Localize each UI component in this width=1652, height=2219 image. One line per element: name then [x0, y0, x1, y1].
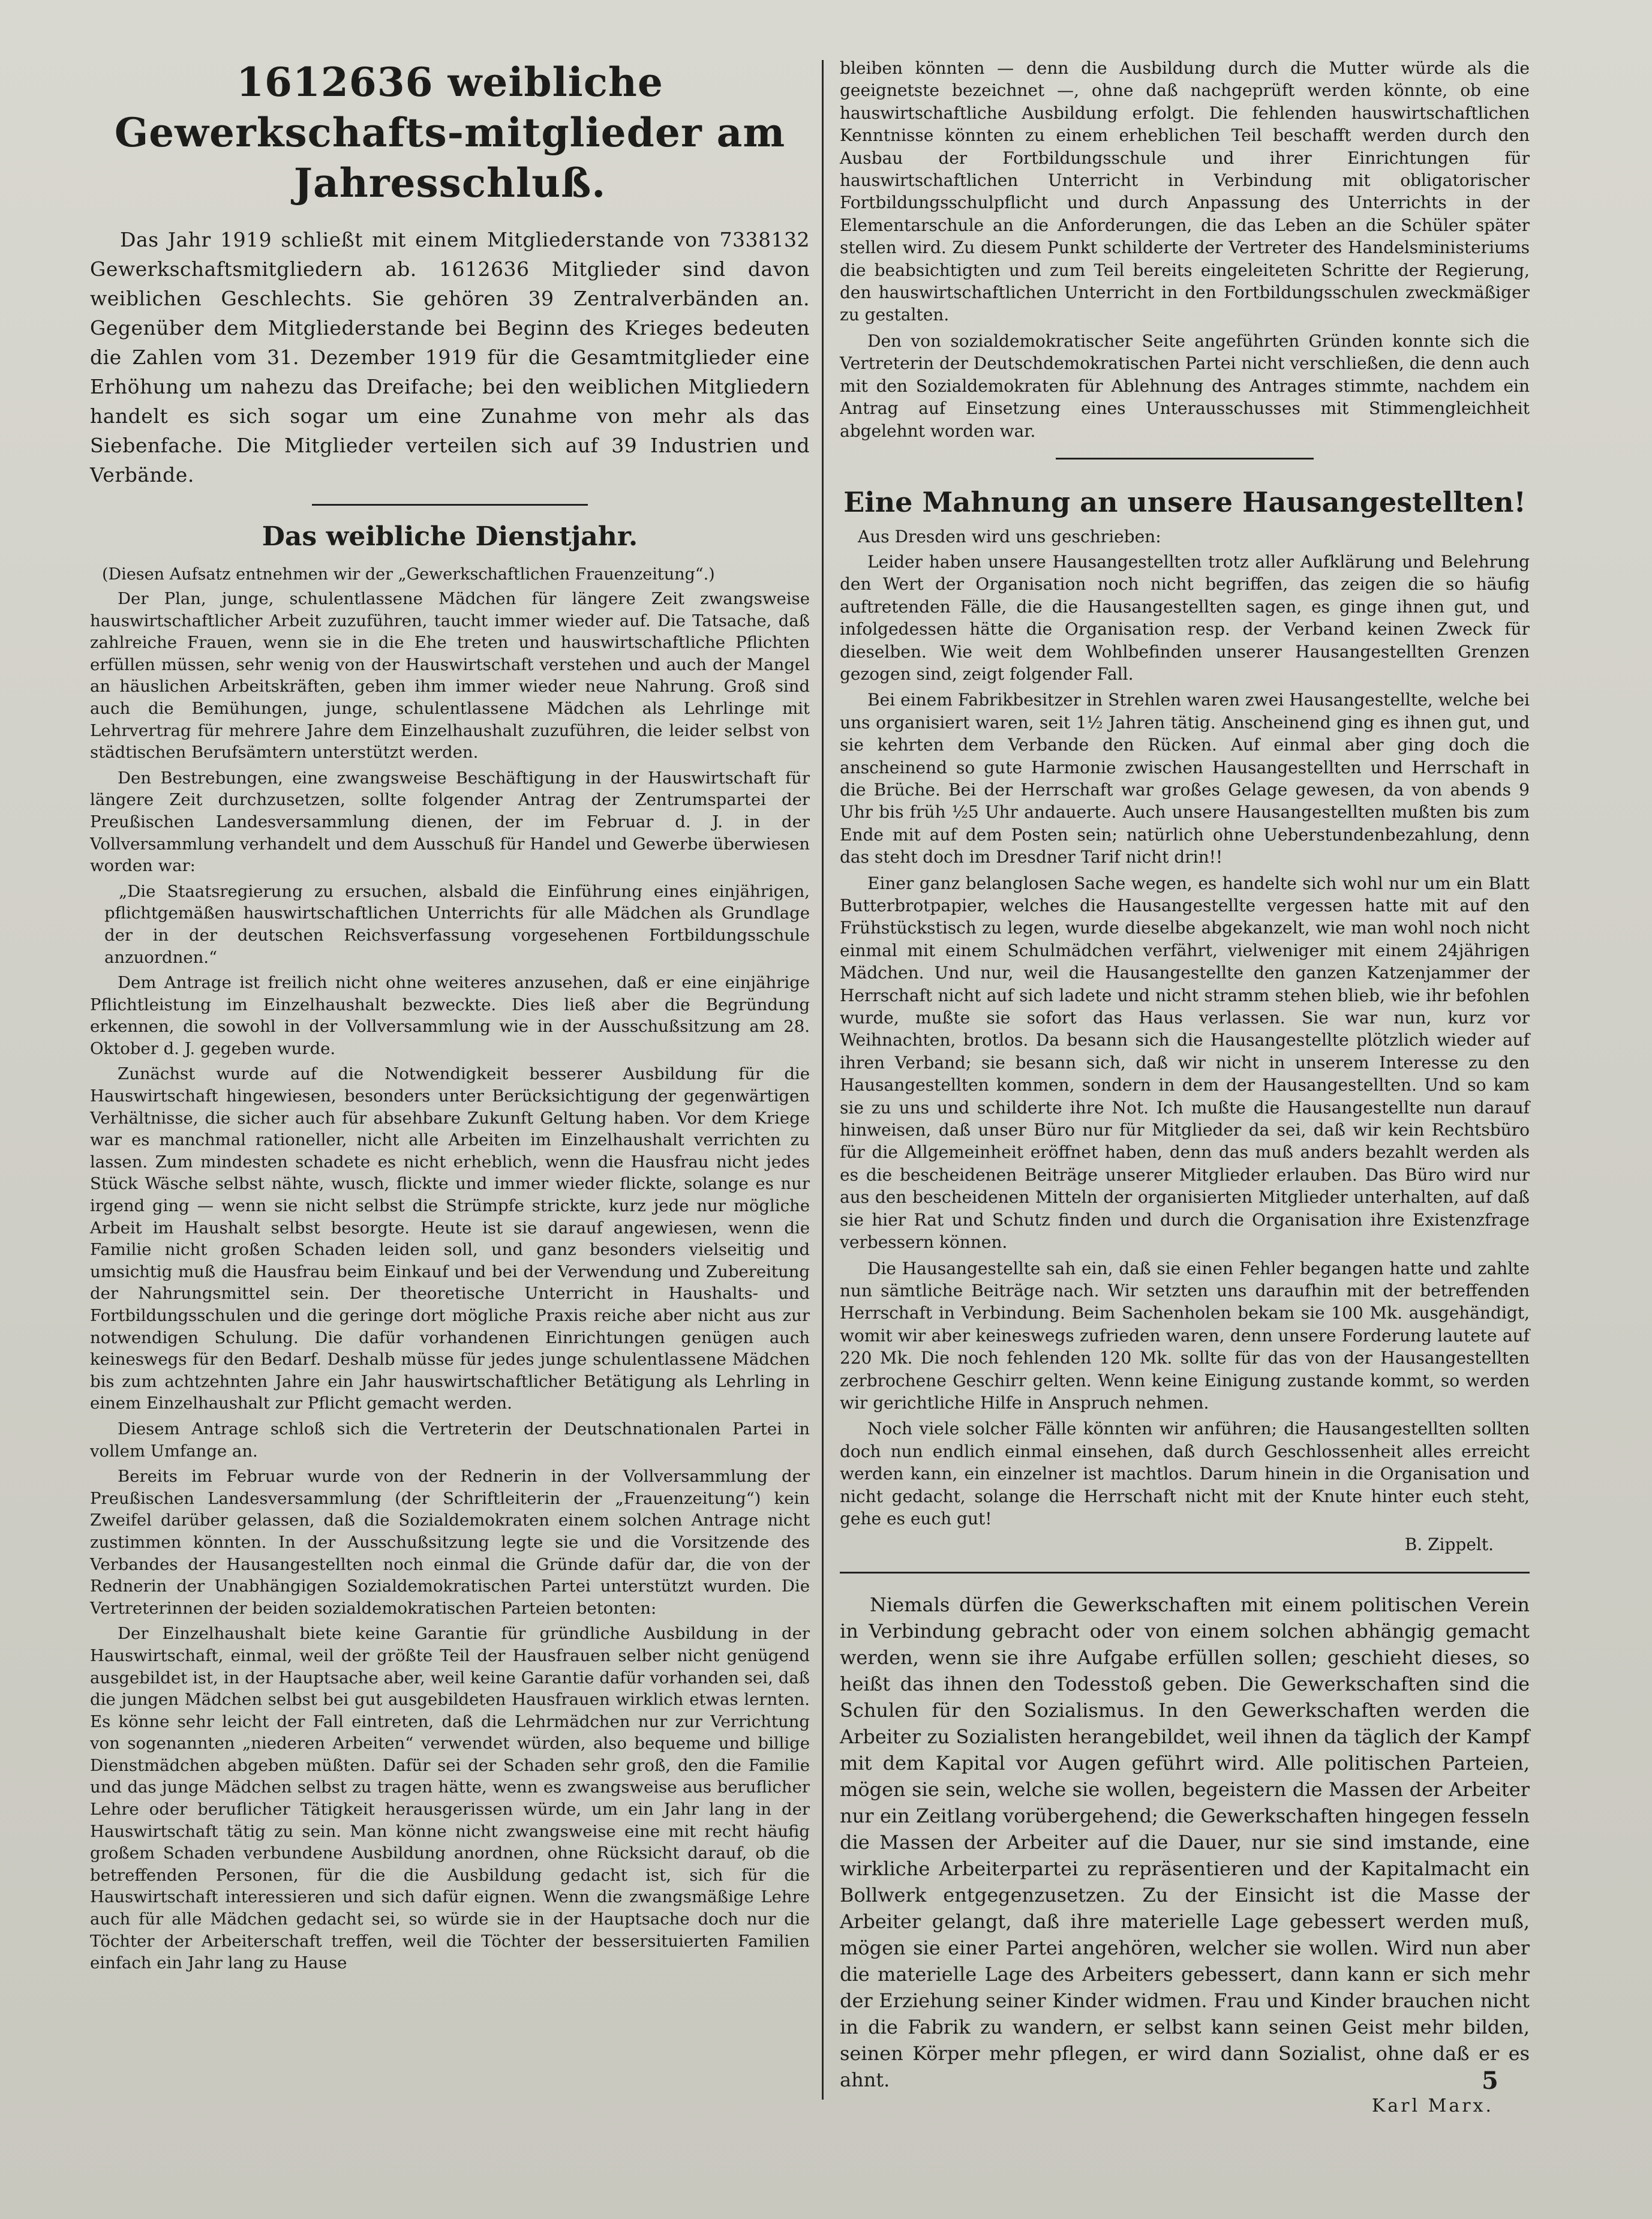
- section-title: Das weibliche Dienstjahr.: [262, 521, 638, 552]
- dateline: Aus Dresden wird uns geschrieben:: [858, 526, 1161, 547]
- article-paragraph: Den Bestrebungen, eine zwangsweise Beschäftigung in der Hauswirtschaft für längere Zeit durchzusetzen, sollte folgender Antrag der Zentrumspartei der Preußischen Landesversammlung dienen, der im Februar d. J. in der Vollversammlung verhandelt und dem Ausschuß für Handel und Gewerbe überwiesen worden war:: [90, 768, 810, 876]
- marx-signature: Karl Marx.: [1371, 2095, 1494, 2116]
- article-paragraph: Dem Antrage ist freilich nicht ohne weiteres anzusehen, daß er eine einjährige Pflichtleistung im Einzelhaushalt bezweckte. Dies ließ aber die Begründung erkennen, die sowohl in der Vollversammlung wie in der Ausschußsitzung am 28. Oktober d. J. gegeben wurde.: [90, 973, 810, 1058]
- mahnung-paragraph: Bei einem Fabrikbesitzer in Strehlen waren zwei Hausangestellte, welche bei uns organisiert waren, seit 1½ Jahren tätig. Anscheinend ging es ihnen gut, und sie kehrten dem Verbande den Rücken. Auf einmal aber ging doch die anscheinend so gute Harmonie zwischen Hausangestellten und Herrschaft in die Brüche. Bei der Herrschaft war großes Gelage gewesen, da von abends 9 Uhr bis früh ½5 Uhr andauerte. Auch unsere Hausangestellten mußten bis zum Ende mit auf dem Posten sein; natürlich ohne Ueberstundenbezahlung, denn das steht doch im Dresdner Tarif nicht drin!!: [840, 690, 1530, 867]
- continued-paragraph: Den von sozialdemokratischer Seite angeführten Gründen konnte sich die Vertreterin der Deutschdemokratischen Partei nicht verschließen, die denn auch mit den Sozialdemokraten für Ablehnung des Antrages stimmte, nachdem ein Antrag auf Einsetzung eines Unterausschusses mit Stimmengleichheit abgelehnt worden war.: [840, 331, 1530, 441]
- mahnung-paragraph: Die Hausangestellte sah ein, daß sie einen Fehler begangen hatte und zahlte nun sämtliche Beiträge nach. Wir setzten uns daraufhin mit der betreffenden Herrschaft in Verbindung. Beim Sachenholen bekam sie 100 Mk. ausgehändigt, womit wir aber keineswegs zufrieden waren, denn unsere Forderung lautete auf 220 Mk. Die noch fehlenden 120 Mk. sollte für das von der Hausangestellten zerbrochene Geschirr gelten. Wenn keine Einigung zustande kommt, so werden wir gerichtliche Hilfe in Anspruch nehmen.: [840, 1258, 1530, 1413]
- right-column: [840, 57, 1530, 2116]
- continued-paragraph: bleiben könnten — denn die Ausbildung durch die Mutter würde als die geeignetste bezeichnet —, ohne daß nachgeprüft werden könnte, ob eine hauswirtschaftliche Ausbildung erfolgt. Die fehlenden hauswirtschaftlichen Kenntnisse könnten zu einem erheblichen Teil beschafft werden durch den Ausbau der Fortbildungsschule und ihrer Einrichtungen für hauswirtschaftlichen Unterricht in Verbindung mit obligatorischer Fortbildungsschulpflicht und durch Anpassung des Unterrichts in der Elementarschule an die Anforderungen, die das Leben an die Schüler später stellen wird. Zu diesem Punkt schilderte der Vertreter des Handelsministeriums die beabsichtigten und zum Teil bereits eingeleiteten Schritte der Regierung, den hauswirtschaftlichen Unterricht in den Fortbildungsschulen zweckmäßiger zu gestalten.: [840, 58, 1530, 325]
- article-paragraph: Diesem Antrage schloß sich die Vertreterin der Deutschnationalen Partei in vollem Umfange an.: [90, 1419, 810, 1461]
- headline: 1612636 weibliche Gewerkschafts-mitglieder am Jahresschluß.: [114, 59, 786, 206]
- section-divider: [1056, 458, 1314, 460]
- source-note: (Diesen Aufsatz entnehmen wir der „Gewerkschaftlichen Frauenzeitung“.): [102, 565, 715, 584]
- article-paragraph: Bereits im Februar wurde von der Rednerin in der Vollversammlung der Preußischen Landesversammlung (der Schriftleiterin der „Frauenzeitung“) kein Zweifel darüber gelassen, daß die Sozialdemokraten einem solchen Antrage nicht zustimmen könnten. In der Ausschußsitzung legte sie und die Vorsitzende des Verbandes der Hausangestellten noch einmal die Gründe dafür dar, die von der Rednerin der Unabhängigen Sozialdemokratischen Partei unterstützt wurden. Die Vertreterinnen der beiden sozialdemokratischen Parteien betonten:: [90, 1467, 810, 1618]
- article-paragraph: Der Plan, junge, schulentlassene Mädchen für längere Zeit zwangsweise hauswirtschaftlicher Arbeit zuzuführen, taucht immer wieder auf. Die Tatsache, daß zahlreiche Frauen, wenn sie in die Ehe treten und hauswirtschaftliche Pflichten erfüllen müssen, sehr wenig von der Hauswirtschaft verstehen und auch der Mangel an häuslichen Arbeitskräften, geben ihm immer wieder neue Nahrung. Groß sind auch die Bemühungen, junge, schulentlassene Mädchen als Lehrlinge mit Lehrvertrag für mehrere Jahre dem Einzelhaushalt zuzuführen, die leider selbst von städtischen Berufsämtern unterstützt werden.: [90, 589, 810, 762]
- lead-article: Das Jahr 1919 schließt mit einem Mitgliederstande von 7338132 Gewerkschaftsmitgliedern ab. 1612636 Mitglieder sind davon weiblichen Geschlechts. Sie gehören 39 Zentralverbänden an. Gegenüber dem Mitgliederstande bei Beginn des Krieges bedeuten die Zahlen vom 31. Dezember 1919 für die Gesamtmitglieder eine Erhöhung um nahezu das Dreifache; bei den weiblichen Mitgliedern handelt es sich sogar um eine Zunahme von mehr als das Siebenfache. Die Mitglieder verteilen sich auf 39 Industrien und Verbände.: [90, 228, 810, 487]
- column-divider: [822, 60, 824, 2100]
- marx-quote: Niemals dürfen die Gewerkschaften mit einem politischen Verein in Verbindung gebracht oder von einem solchen abhängig gemacht werden, wenn sie ihre Aufgabe erfüllen sollen; geschieht dieses, so heißt das ihnen den Todesstoß geben. Die Gewerkschaften sind die Schulen für den Sozialismus. In den Gewerkschaften werden die Arbeiter zu Sozialisten herangebildet, weil ihnen da täglich der Kampf mit dem Kapital vor Augen geführt wird. Alle politischen Parteien, mögen sie sein, welche sie wollen, begeistern die Massen der Arbeiter nur ein Zeitlang vorübergehend; die Gewerkschaften hingegen fesseln die Massen der Arbeiter auf die Dauer, nur sie sind imstande, eine wirkliche Arbeiterpartei zu repräsentieren und der Kapitalmacht ein Bollwerk entgegenzusetzen. Zu der Einsicht ist die Masse der Arbeiter gelangt, daß ihre materielle Lage gebessert werden muß, mögen sie einer Partei angehören, welcher sie wollen. Wird nun aber die materielle Lage des Arbeiters gebessert, dann kann er sich mehr der Erziehung seiner Kinder widmen. Frau und Kinder brauchen nicht in die Fabrik zu wandern, er selbst kann seinen Geist mehr bilden, seinen Körper mehr pflegen, er wird dann Sozialist, ohne daß er es ahnt.: [840, 1593, 1530, 2091]
- article-paragraph: Der Einzelhaushalt biete keine Garantie für gründliche Ausbildung in der Hauswirtschaft, einmal, weil der größte Teil der Hausfrauen selber nicht genügend ausgebildet ist, in der Hauptsache aber, weil keine Garantie dafür vorhanden sei, daß die jungen Mädchen selbst bei gut ausgebildeten Hausfrauen wirklich etwas lernten. Es könne sehr leicht der Fall eintreten, daß die Lehrmädchen nur zur Verrichtung von sogenannten „niederen Arbeiten“ verwendet würden, also bequeme und billige Dienstmädchen abgeben müßten. Dafür sei der Schaden sehr groß, den die Familie und das junge Mädchen selbst zu tragen hätte, wenn es zwangsweise aus beruflicher Lehre oder beruflicher Tätigkeit herausgerissen würde, um ein Jahr lang in der Hauswirtschaft tätig zu sein. Man könne nicht zwangsweise eine mit recht häufig großem Schaden verbundene Ausbildung anordnen, ohne Rücksicht darauf, ob die betreffenden Personen, für die die Ausbildung gedacht ist, sich für die Hauswirtschaft interessieren und sich dafür eignen. Wenn die zwangsmäßige Lehre auch für alle Mädchen gedacht sei, so würde sie in der Hauptsache doch nur die Töchter der Arbeiterschaft treffen, weil die Töchter der bessersituierten Familien einfach ein Jahr lang zu Hause: [90, 1624, 810, 1973]
- article-paragraph: Zunächst wurde auf die Notwendigkeit besserer Ausbildung für die Hauswirtschaft hingewiesen, besonders unter Berücksichtigung der gegenwärtigen Verhältnisse, die sicher auch für absehbare Zukunft Geltung haben. Vor dem Kriege war es manchmal rationeller, nicht alle Arbeiten im Einzelhaushalt verrichten zu lassen. Zum mindesten schadete es nicht erheblich, wenn die Hausfrau nicht jedes Stück Wäsche selbst nähte, wusch, flickte und immer wieder flickte, solange es nur irgend ging — wenn sie nicht selbst die Strümpfe strickte, kurz jede nur mögliche Arbeit im Haushalt selbst besorgte. Heute ist sie darauf angewiesen, wenn die Familie nicht großen Schaden leiden soll, und ganz besonders vielseitig und umsichtig muß die Hausfrau beim Einkauf und bei der Verwendung und Zubereitung der Nahrungsmittel sein. Der theoretische Unterricht in Haushalts- und Fortbildungsschulen und die geringe dort mögliche Praxis reiche aber nicht aus zur notwendigen Schulung. Die dafür vorhandenen Einrichtungen genügen auch keineswegs für den Bedarf. Deshalb müsse für jedes junge schulentlassene Mädchen bis zum achtzehnten Jahre ein Jahr hauswirtschaftlicher Betätigung als Lehrling in einem Einzelhaushalt zur Pflicht gemacht werden.: [90, 1064, 810, 1413]
- mahnung-signature: B. Zippelt.: [1404, 1535, 1494, 1555]
- mahnung-title: Eine Mahnung an unsere Hausangestellten!: [843, 485, 1526, 518]
- section-divider: [312, 504, 588, 506]
- quote-box-rule: [840, 1572, 1530, 1574]
- mahnung-paragraph: Einer ganz belanglosen Sache wegen, es handelte sich wohl nur um ein Blatt Butterbrotpapier, welches die Hausangestellte vergessen hatte mit auf den Frühstückstisch zu legen, wurde dieselbe abgekanzelt, wie man wohl noch nicht einmal mit einem Schulmädchen verfährt, vielweniger mit einem 24jährigen Mädchen. Und nur, weil die Hausangestellte den ganzen Katzenjammer der Herrschaft nicht auf sich ladete und nicht stramm stehen blieb, wie ihr befohlen wurde, mußte sie sofort das Haus verlassen. Sie war nun, kurz vor Weihnachten, brotlos. Da besann sich die Hausangestellte plötzlich wieder auf ihren Verband; sie besann sich, daß wir nicht in unserem Interesse zu den Hausangestellten kommen, sondern in dem der Hausangestellten. Und so kam sie zu uns und schilderte ihre Not. Ich mußte die Hausangestellte nun darauf hinweisen, daß unser Büro nur für Mitglieder da sei, daß wir kein Rechtsbüro für die Allgemeinheit eröffnet haben, denn das muß anders bezahlt werden als es die bescheidenen Beiträge unserer Mitglieder erlauben. Das Büro wird nur aus den bescheidenen Mitteln der organisierten Mitglieder unterhalten, auf daß sie hier Rat und Schutz finden und durch die Organisation ihre Existenzfrage verbessern können.: [840, 873, 1530, 1253]
- motion-quote: „Die Staatsregierung zu ersuchen, alsbald die Einführung eines einjährigen, pflichtgemäßen hauswirtschaftlichen Unterrichts für alle Mädchen als Grundlage der in der deutschen Reichsverfassung vorgesehenen Fortbildungsschule anzuordnen.“: [104, 881, 810, 967]
- mahnung-paragraph: Leider haben unsere Hausangestellten trotz aller Aufklärung und Belehrung den Wert der Organisation noch nicht begriffen, das zeigen die so häufig auftretenden Fälle, die die Hausangestellten sagen, es ginge ihnen gut, und infolgedessen hätte die Organisation resp. der Verband keinen Zweck für dieselben. Wie weit dem Wohlbefinden unserer Hausangestellten Grenzen gezogen sind, zeigt folgender Fall.: [840, 551, 1530, 684]
- page-number: 5: [1482, 2067, 1498, 2095]
- mahnung-paragraph: Noch viele solcher Fälle könnten wir anführen; die Hausangestellten sollten doch nun endlich einmal einsehen, daß durch Geschlossenheit alles erreicht werden kann, ein einzelner ist machtlos. Darum hinein in die Organisation und nicht gedacht, solange die Herrschaft nicht mit der Knute hinter euch steht, gehe es euch gut!: [840, 1419, 1530, 1529]
- left-column: [90, 57, 810, 1978]
